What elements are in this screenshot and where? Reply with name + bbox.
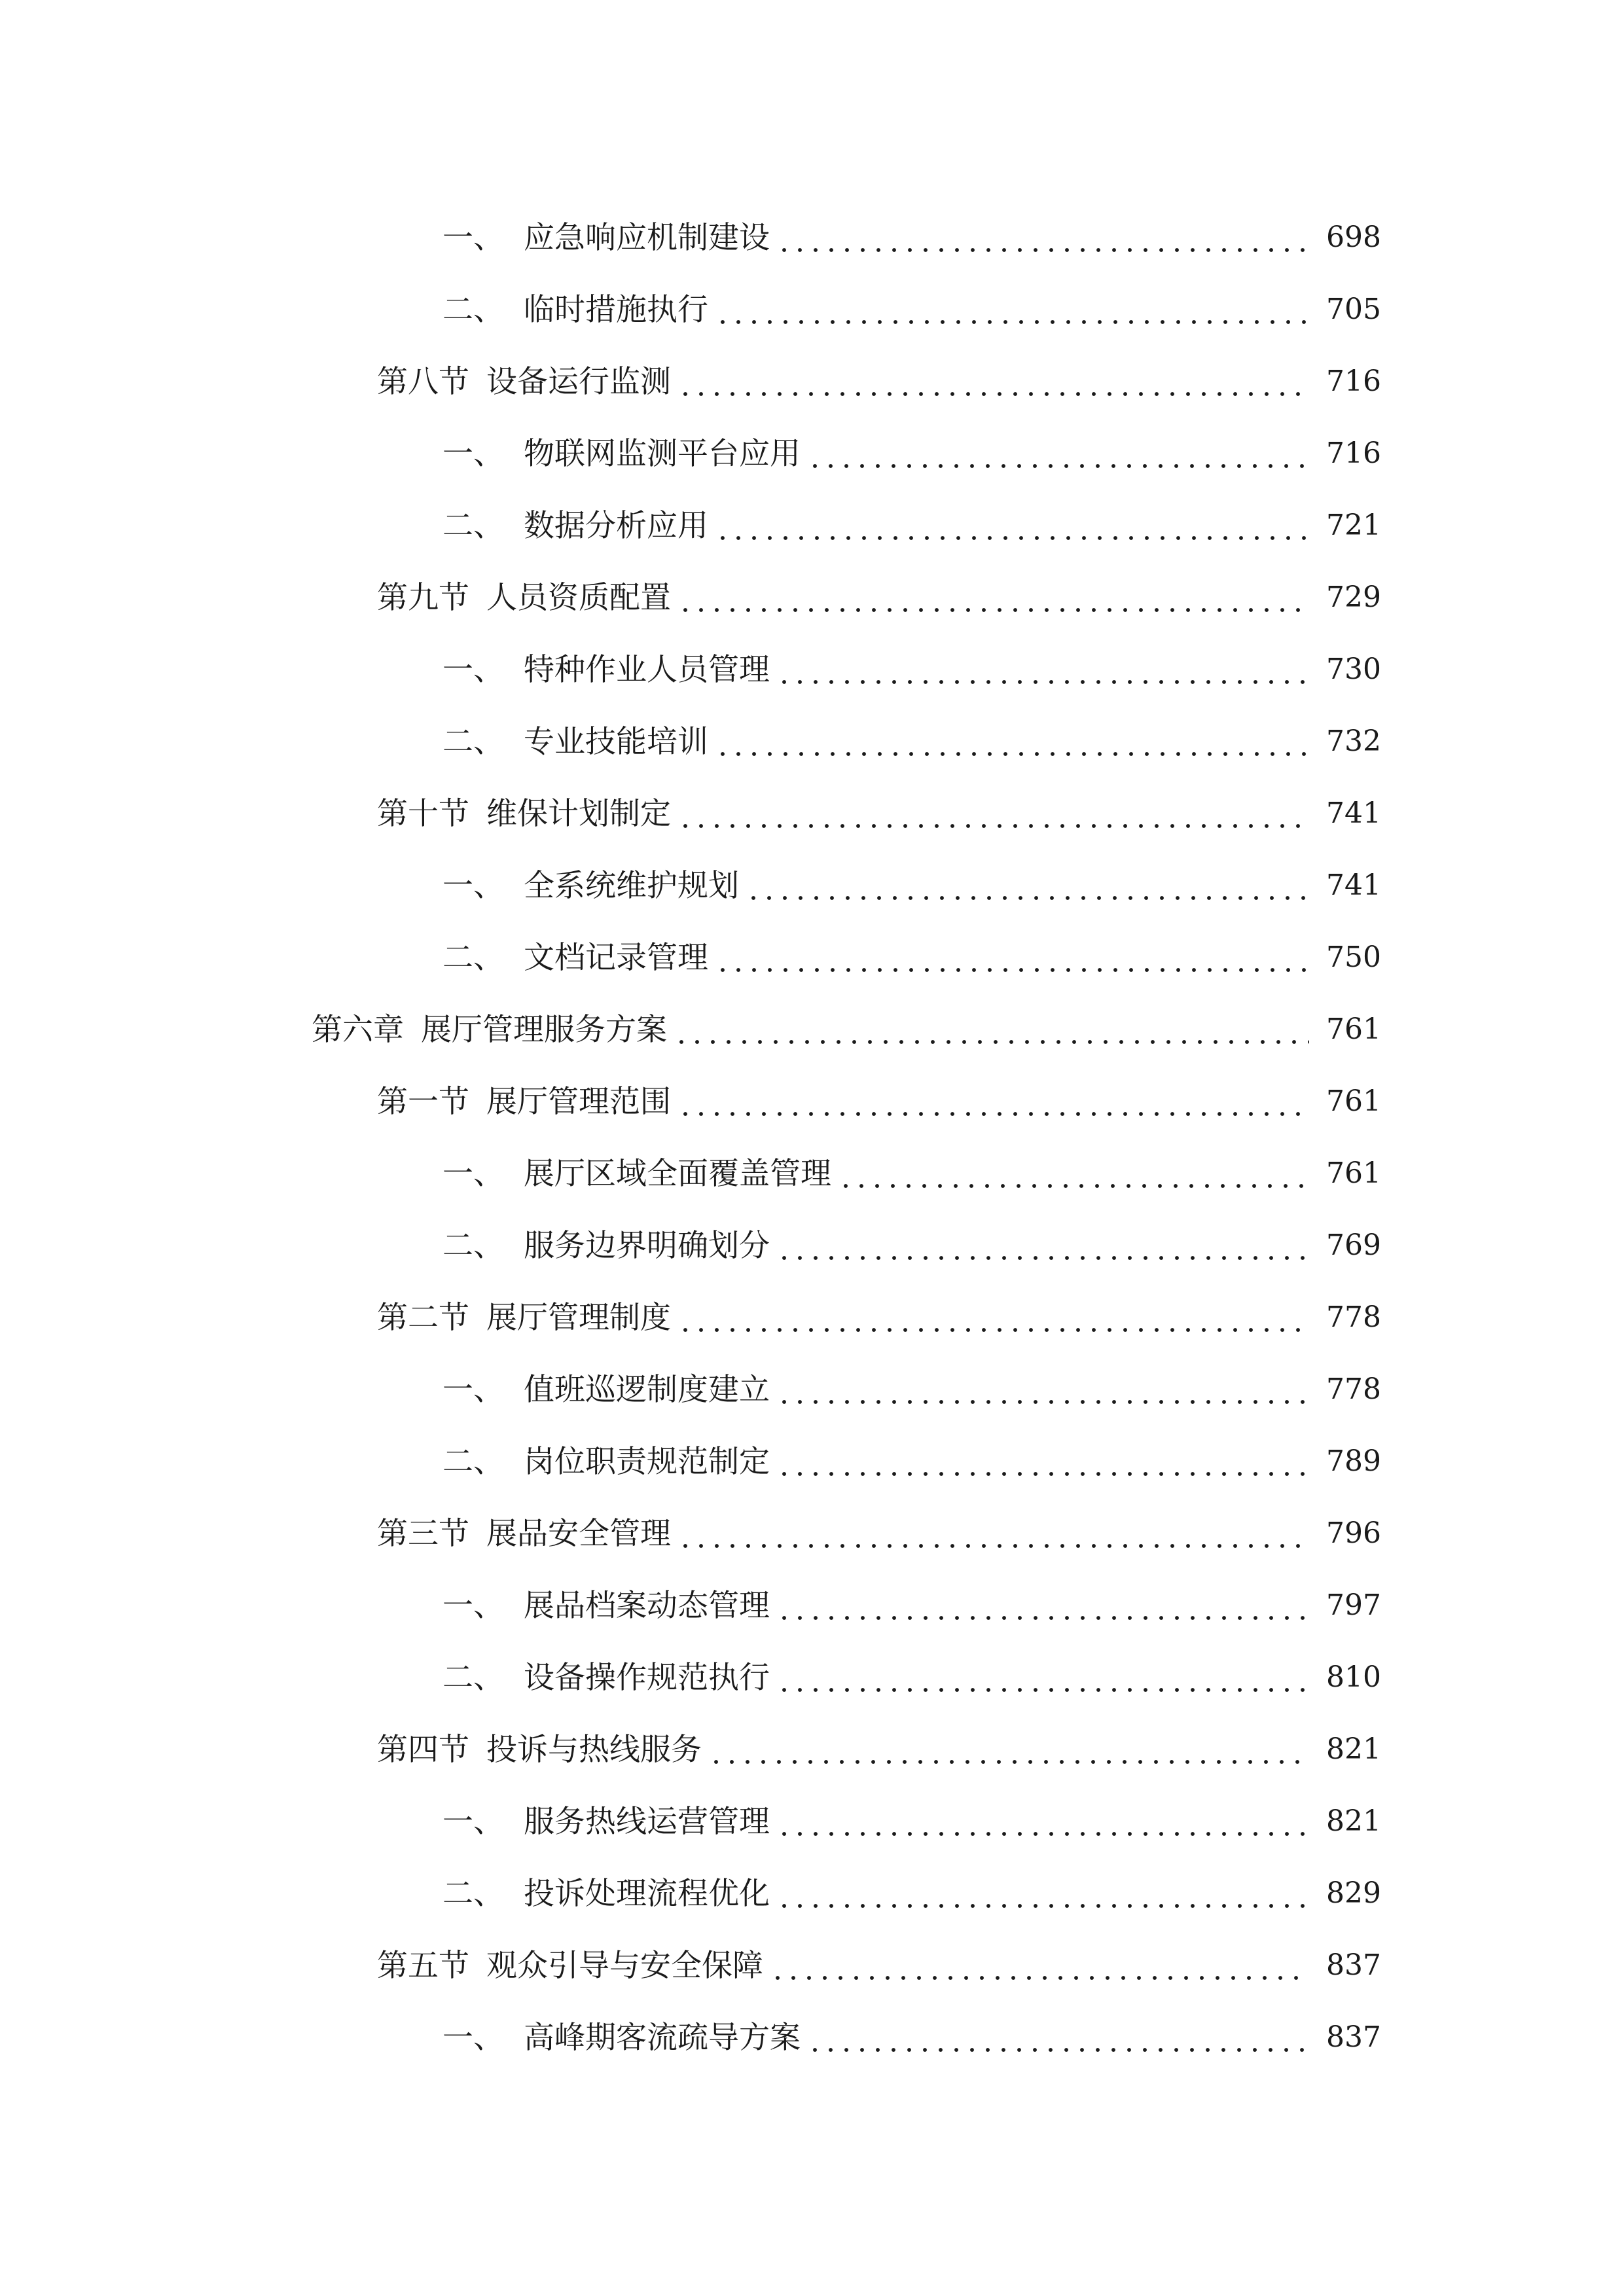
toc-page-number: 761 xyxy=(1326,1157,1381,1190)
toc-entry-number: 一、 xyxy=(442,867,504,904)
toc-entry-title: 设备操作规范执行 xyxy=(524,1659,770,1696)
toc-page-number: 810 xyxy=(1326,1660,1381,1694)
dot-leader xyxy=(776,1590,1309,1621)
dot-leader xyxy=(677,1302,1309,1333)
toc-entry[interactable] xyxy=(0,706,1624,778)
toc-page-number: 741 xyxy=(1326,869,1381,902)
toc-entry-title: 专业技能培训 xyxy=(524,723,708,760)
dot-leader xyxy=(715,511,1309,541)
toc-entry-number: 一、 xyxy=(442,435,504,472)
toc-entry-number: 一、 xyxy=(442,1587,504,1624)
toc-entry[interactable] xyxy=(0,202,1624,274)
toc-entry-number: 二、 xyxy=(442,291,504,328)
toc-entry-title: 展厅管理服务方案 xyxy=(421,1011,667,1048)
toc-entry-number: 第三节 xyxy=(377,1515,469,1552)
toc-entry-title: 人员资质配置 xyxy=(486,579,671,616)
toc-entry[interactable] xyxy=(0,1713,1624,1785)
dot-leader xyxy=(776,655,1309,685)
toc-entry-number: 第一节 xyxy=(377,1083,469,1120)
toc-entry-number: 二、 xyxy=(442,1659,504,1696)
toc-entry-title: 投诉与热线服务 xyxy=(486,1731,702,1768)
toc-entry[interactable] xyxy=(0,1066,1624,1138)
toc-entry-title: 值班巡逻制度建立 xyxy=(524,1371,770,1408)
toc-page-number: 716 xyxy=(1326,437,1381,470)
dot-leader xyxy=(677,1518,1309,1549)
dot-leader xyxy=(677,798,1309,829)
toc-entry[interactable] xyxy=(0,634,1624,706)
toc-entry-number: 一、 xyxy=(442,219,504,256)
toc-page-number: 769 xyxy=(1326,1229,1381,1262)
toc-entry-number: 一、 xyxy=(442,2019,504,2056)
dot-leader xyxy=(677,1086,1309,1117)
toc-page-number: 730 xyxy=(1326,653,1381,686)
toc-entry-number: 一、 xyxy=(442,651,504,688)
toc-entry-title: 应急响应机制建设 xyxy=(524,219,770,256)
dot-leader xyxy=(776,1806,1309,1837)
toc-entry-title: 设备运行监测 xyxy=(486,363,671,400)
toc-entry-number: 第二节 xyxy=(377,1299,469,1336)
dot-leader xyxy=(715,295,1309,325)
toc-entry[interactable] xyxy=(0,490,1624,562)
toc-page-number: 821 xyxy=(1326,1732,1381,1766)
toc-entry-number: 第十节 xyxy=(377,795,469,832)
toc-entry-number: 第四节 xyxy=(377,1731,469,1768)
table-of-contents xyxy=(0,202,1624,2073)
toc-entry-title: 服务热线运营管理 xyxy=(524,1803,770,1840)
toc-page-number: 716 xyxy=(1326,365,1381,398)
dot-leader xyxy=(677,583,1309,613)
toc-page-number: 761 xyxy=(1326,1085,1381,1118)
toc-entry-number: 第五节 xyxy=(377,1947,469,1984)
toc-entry[interactable] xyxy=(0,1138,1624,1210)
dot-leader xyxy=(776,1662,1309,1693)
toc-entry-number: 二、 xyxy=(442,1227,504,1264)
toc-page-number: 789 xyxy=(1326,1444,1381,1478)
toc-page-number: 829 xyxy=(1326,1876,1381,1910)
toc-entry-title: 展厅区域全面覆盖管理 xyxy=(524,1155,831,1192)
toc-entry-number: 第八节 xyxy=(377,363,469,400)
dot-leader xyxy=(770,1950,1309,1981)
toc-page-number: 837 xyxy=(1326,1948,1381,1982)
dot-leader xyxy=(776,1878,1309,1909)
dot-leader xyxy=(807,2022,1309,2053)
dot-leader xyxy=(807,439,1309,469)
toc-page-number: 778 xyxy=(1326,1372,1381,1406)
toc-page-number: 741 xyxy=(1326,797,1381,830)
toc-entry-title: 展品档案动态管理 xyxy=(524,1587,770,1624)
toc-entry-title: 展厅管理范围 xyxy=(486,1083,671,1120)
dot-leader xyxy=(708,1734,1309,1765)
toc-entry[interactable] xyxy=(0,274,1624,346)
toc-entry-title: 临时措施执行 xyxy=(524,291,708,328)
dot-leader xyxy=(776,1230,1309,1261)
toc-page-number: 721 xyxy=(1326,509,1381,542)
toc-entry[interactable] xyxy=(0,562,1624,634)
toc-page-number: 796 xyxy=(1326,1516,1381,1550)
dot-leader xyxy=(715,942,1309,973)
toc-entry-number: 第九节 xyxy=(377,579,469,616)
toc-entry-number: 二、 xyxy=(442,939,504,976)
toc-entry-title: 展厅管理制度 xyxy=(486,1299,671,1336)
toc-entry-title: 投诉处理流程优化 xyxy=(524,1875,770,1912)
toc-entry[interactable] xyxy=(0,1210,1624,1282)
toc-entry[interactable] xyxy=(0,994,1624,1066)
toc-entry-number: 一、 xyxy=(442,1803,504,1840)
toc-entry-title: 观众引导与安全保障 xyxy=(486,1947,763,1984)
toc-page-number: 797 xyxy=(1326,1588,1381,1622)
toc-page-number: 750 xyxy=(1326,941,1381,974)
dot-leader xyxy=(677,367,1309,397)
toc-page-number: 729 xyxy=(1326,581,1381,614)
toc-entry[interactable] xyxy=(0,1354,1624,1426)
dot-leader xyxy=(715,726,1309,757)
toc-entry[interactable] xyxy=(0,1929,1624,2001)
toc-entry-number: 一、 xyxy=(442,1371,504,1408)
toc-entry-title: 特种作业人员管理 xyxy=(524,651,770,688)
toc-page-number: 698 xyxy=(1326,221,1381,254)
dot-leader xyxy=(776,1446,1309,1477)
toc-entry[interactable] xyxy=(0,1641,1624,1713)
toc-entry[interactable] xyxy=(0,1857,1624,1929)
toc-page-number: 732 xyxy=(1326,725,1381,758)
toc-entry-title: 岗位职责规范制定 xyxy=(524,1443,770,1480)
toc-entry[interactable] xyxy=(0,2001,1624,2073)
toc-entry[interactable] xyxy=(0,346,1624,418)
toc-entry[interactable] xyxy=(0,850,1624,922)
toc-entry[interactable] xyxy=(0,1570,1624,1641)
toc-entry[interactable] xyxy=(0,1498,1624,1570)
dot-leader xyxy=(776,1374,1309,1405)
toc-entry[interactable] xyxy=(0,922,1624,994)
dot-leader xyxy=(776,223,1309,253)
toc-entry-number: 二、 xyxy=(442,507,504,544)
toc-entry-title: 展品安全管理 xyxy=(486,1515,671,1552)
dot-leader xyxy=(674,1014,1309,1045)
toc-entry-title: 物联网监测平台应用 xyxy=(524,435,801,472)
toc-entry-number: 一、 xyxy=(442,1155,504,1192)
toc-page-number: 778 xyxy=(1326,1300,1381,1334)
toc-entry-title: 全系统维护规划 xyxy=(524,867,739,904)
toc-entry-number: 第六章 xyxy=(312,1011,404,1048)
toc-entry-title: 文档记录管理 xyxy=(524,939,708,976)
toc-entry-title: 服务边界明确划分 xyxy=(524,1227,770,1264)
toc-entry-title: 数据分析应用 xyxy=(524,507,708,544)
toc-page-number: 837 xyxy=(1326,2020,1381,2054)
toc-entry-title: 维保计划制定 xyxy=(486,795,671,832)
toc-entry[interactable] xyxy=(0,1785,1624,1857)
toc-entry[interactable] xyxy=(0,418,1624,490)
toc-page-number: 761 xyxy=(1326,1013,1381,1046)
toc-entry[interactable] xyxy=(0,1426,1624,1498)
toc-page-number: 821 xyxy=(1326,1804,1381,1838)
toc-page-number: 705 xyxy=(1326,293,1381,326)
toc-entry-title: 高峰期客流疏导方案 xyxy=(524,2019,801,2056)
toc-entry-number: 二、 xyxy=(442,1443,504,1480)
toc-entry-number: 二、 xyxy=(442,723,504,760)
dot-leader xyxy=(746,870,1309,901)
toc-entry[interactable] xyxy=(0,778,1624,850)
dot-leader xyxy=(838,1158,1309,1189)
toc-entry-number: 二、 xyxy=(442,1875,504,1912)
toc-entry[interactable] xyxy=(0,1282,1624,1354)
